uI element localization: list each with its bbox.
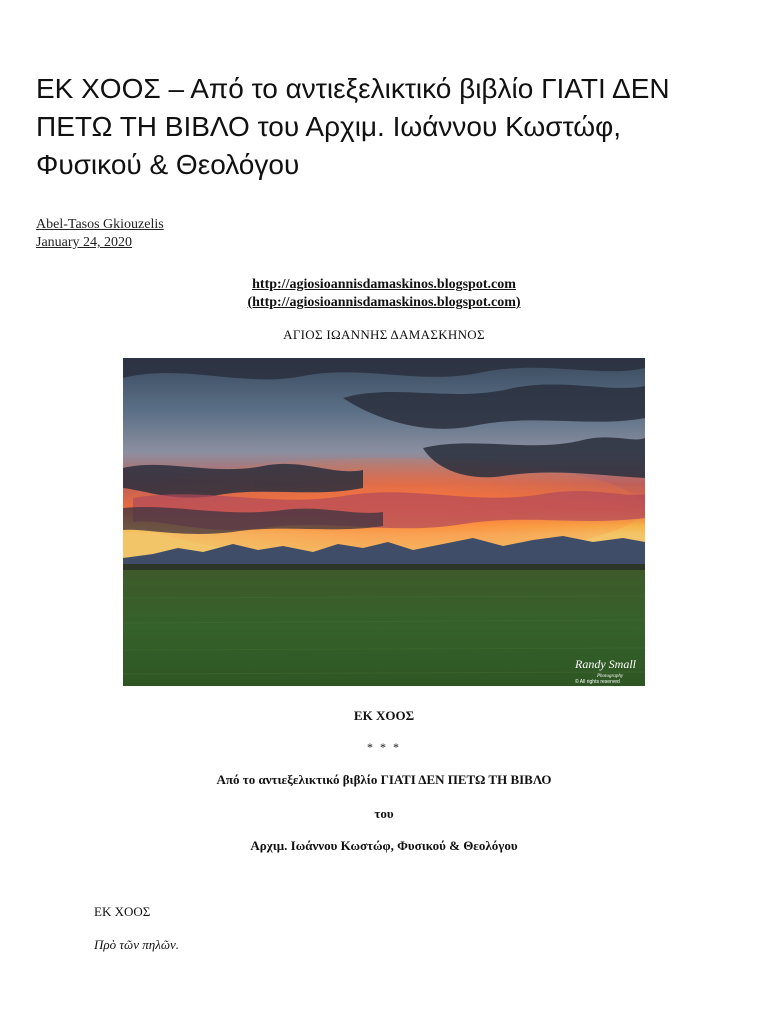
book-author-line: Αρχιμ. Ιωάννου Κωστώφ, Φυσικού & Θεολόγου: [250, 838, 518, 853]
watermark-subtitle: Photography: [597, 674, 624, 679]
sunset-photo: [123, 358, 645, 686]
date-link[interactable]: January 24, 2020: [36, 235, 133, 250]
source-link-parenthesized[interactable]: (http://agiosioannisdamaskinos.blogspot.com): [247, 295, 521, 310]
article-title: ΕΚ ΧΟΟΣ – Από το αντιεξελικτικό βιβλίο ΓΙΑΤΙ ΔΕΝ ΠΕΤΩ ΤΗ ΒΙΒΛΟ του Αρχιμ. Ιωάννου Κωστώφ, Φυσικού & Θεολόγου: [36, 73, 670, 180]
source-links: [0, 276, 768, 312]
saint-heading: ΑΓΙΟΣ ΙΩΑΝΝΗΣ ΔΑΜΑΣΚΗΝΟΣ: [283, 327, 485, 342]
book-title-line: Από το αντιεξελικτικό βιβλίο ΓΙΑΤΙ ΔΕΝ ΠΕΤΩ ΤΗ ΒΙΒΛΟ: [216, 772, 552, 787]
body-first-line: Πρὸ τῶν πηλῶν.: [94, 937, 180, 952]
section-title: ΕΚ ΧΟΟΣ: [353, 708, 415, 723]
section-separator: * * *: [367, 740, 401, 754]
preposition-line: του: [374, 806, 394, 821]
body-heading: ΕΚ ΧΟΟΣ: [94, 904, 151, 919]
article-meta: [36, 216, 164, 252]
watermark-name: Randy Small: [575, 657, 636, 671]
watermark-rights: © All rights reserved: [575, 679, 620, 685]
author-link[interactable]: Abel-Tasos Gkiouzelis: [36, 217, 164, 232]
source-link[interactable]: http://agiosioannisdamaskinos.blogspot.com: [252, 277, 516, 292]
